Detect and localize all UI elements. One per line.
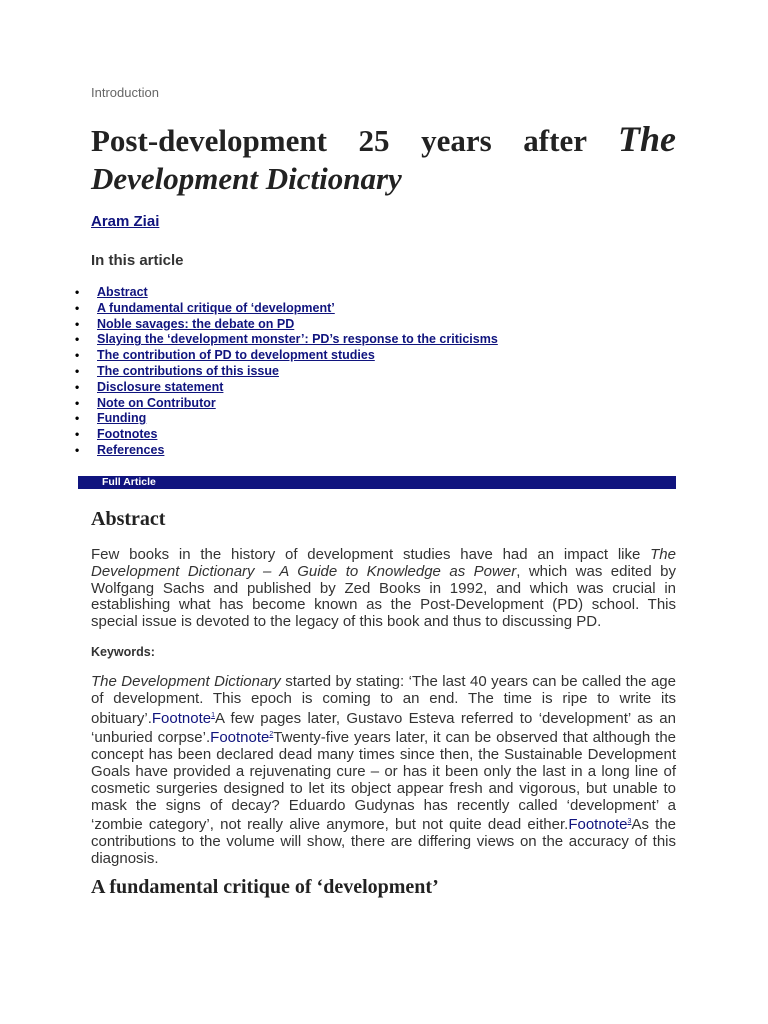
title-text: Post-development 25 years after — [91, 123, 618, 158]
title-line-1 — [91, 120, 676, 160]
toc-link-critique[interactable]: A fundamental critique of ‘development’ — [97, 300, 335, 315]
toc-item — [75, 285, 498, 301]
abstract-heading: Abstract — [91, 508, 166, 530]
full-article-label: Full Article — [102, 476, 156, 488]
footnote-label: Footnote — [568, 816, 628, 834]
body-book-title: The Development Dictionary — [91, 673, 281, 690]
footnote-label: Footnote — [151, 709, 212, 727]
toc-item — [75, 364, 498, 380]
footnote-number: 1 — [211, 711, 215, 719]
footnote-number: 3 — [627, 818, 632, 826]
abstract-book-title: The Development Dictionary – A Guide to Knowledge as Power — [91, 546, 676, 580]
body-text-1: started by stating: ‘The last 40 years can be called the age of development. This epoch is coming to an end. The time is ripe to write its obituary’. — [91, 673, 676, 727]
footnote-link-2[interactable] — [210, 729, 273, 746]
section-heading-critique: A fundamental critique of ‘development’ — [91, 876, 439, 898]
toc-link-noble-savages[interactable]: Noble savages: the debate on PD — [97, 316, 295, 331]
toc-heading: In this article — [91, 252, 184, 269]
table-of-contents — [75, 285, 498, 459]
toc-item — [75, 348, 498, 364]
body-text-2: A few pages later, Gustavo Esteva referred to ‘development’ as an ‘unburied corpse’. — [91, 709, 676, 747]
article-title — [91, 120, 676, 198]
toc-item — [75, 317, 498, 333]
section-label: Introduction — [91, 85, 159, 100]
toc-item — [75, 332, 498, 348]
abstract-text-1: Few books in the history of development studies have had an impact like — [91, 546, 651, 563]
full-article-bar[interactable] — [78, 476, 676, 489]
footnote-link-3[interactable] — [568, 816, 631, 833]
toc-item — [75, 380, 498, 396]
body-paragraph — [91, 674, 676, 868]
toc-item — [75, 411, 498, 427]
toc-link-references[interactable]: References — [97, 442, 165, 457]
toc-link-contribution-pd[interactable]: The contribution of PD to development studies — [97, 348, 375, 363]
abstract-paragraph — [91, 547, 676, 631]
title-italic-1: The — [618, 119, 676, 159]
abstract-text-2: , which was edited by Wolfgang Sachs and published by Zed Books in 1992, and which was crucial in establishing what has become known as the Post-Development (PD) school. This special issue is devoted to the legacy of this book and thus to discussing PD. — [91, 562, 676, 631]
keywords-label: Keywords: — [91, 645, 155, 659]
toc-link-footnotes[interactable]: Footnotes — [97, 427, 158, 442]
author-link[interactable]: Aram Ziai — [91, 213, 160, 230]
toc-link-contributor[interactable]: Note on Contributor — [97, 395, 216, 410]
footnote-number: 2 — [269, 731, 274, 739]
toc-item — [75, 301, 498, 317]
toc-item — [75, 427, 498, 443]
toc-link-abstract[interactable]: Abstract — [97, 285, 148, 299]
toc-item — [75, 396, 498, 412]
toc-link-funding[interactable]: Funding — [97, 411, 147, 426]
toc-link-slaying[interactable]: Slaying the ‘development monster’: PD’s response to the criticisms — [97, 332, 498, 347]
toc-item — [75, 443, 498, 459]
body-text-3: Twenty-five years later, it can be observed that although the concept has been declared dead many times since then, the Sustainable Development Goals have provided a rejuvenating cure – or has it been only the last in a long line of cosmetic surgeries designed to let its object appear fresh and vigorous, but unable to mask the signs of decay? Eduardo Gudynas has recently called ‘development’ a ‘zombie category’, not really alive anymore, but not quite dead either. — [91, 729, 676, 834]
footnote-label: Footnote — [210, 729, 270, 747]
footnote-link-1[interactable] — [152, 710, 215, 727]
title-italic-2: Development Dictionary — [91, 161, 402, 196]
body-text-4: As the contributions to the volume will show, there are differing views on the accuracy of this diagnosis. — [91, 816, 676, 867]
toc-link-disclosure[interactable]: Disclosure statement — [97, 379, 224, 394]
toc-link-contributions-issue[interactable]: The contributions of this issue — [97, 363, 279, 378]
